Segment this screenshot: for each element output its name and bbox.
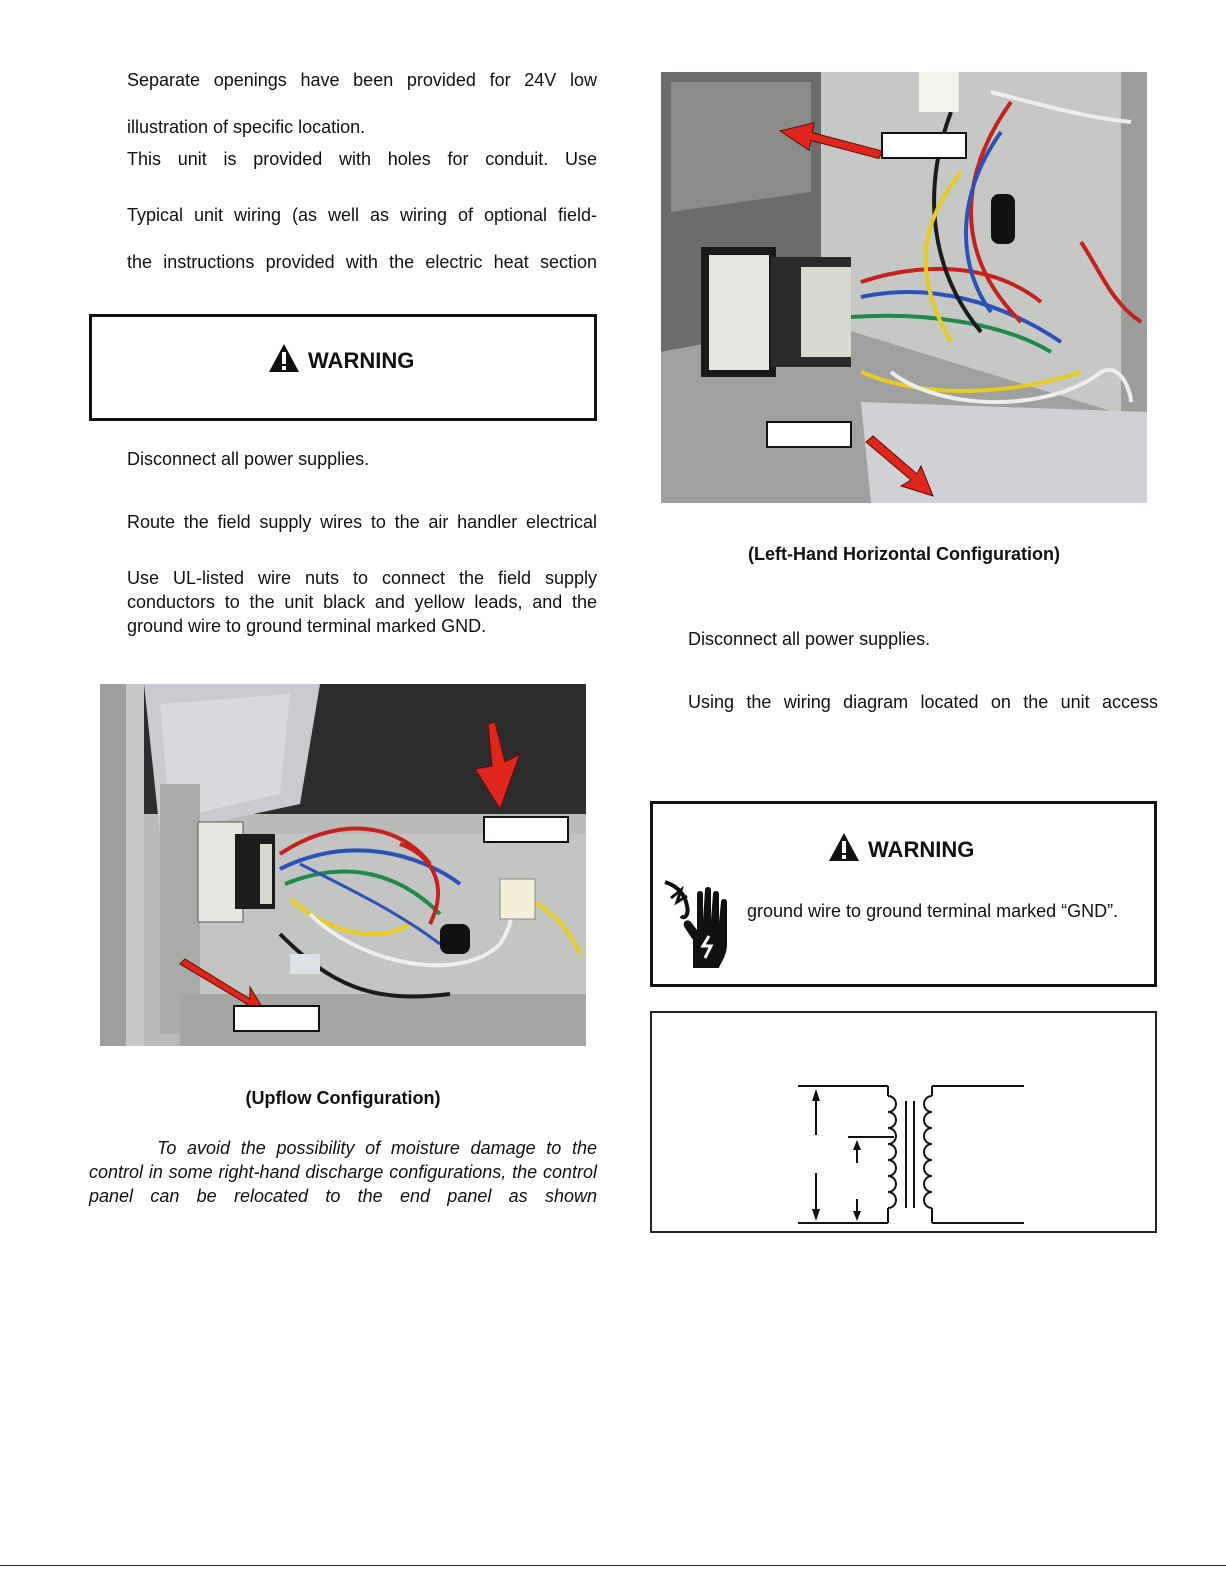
photo-label-box-top: [483, 816, 569, 843]
step-wiring-diagram: Using the wiring diagram located on the unit access: [688, 692, 1158, 712]
warning-title-2: WARNING: [828, 832, 974, 868]
photo-label-box-bottom: [233, 1005, 320, 1032]
warning-box-2: [650, 801, 1157, 987]
paragraph-electric-heat: the instructions provided with the electric heat section: [127, 252, 597, 272]
warning-title-1: WARNING: [268, 343, 414, 379]
step-disconnect-power-left: Disconnect all power supplies.: [127, 449, 370, 469]
warning-2-text: ground wire to ground terminal marked “GND”.: [747, 901, 1119, 921]
caption-upflow: (Upflow Configuration): [245, 1088, 441, 1108]
transformer-schematic: [652, 1013, 1155, 1231]
note-moisture-damage: To avoid the possibility of moisture damage to the control in some right-hand discharge configurations, the control panel can be relocated to the end panel as shown: [89, 1138, 597, 1206]
step-route-supply-wires: Route the field supply wires to the air handler electrical: [127, 512, 597, 532]
paragraph-low-voltage-line1: Separate openings have been provided for 24V low: [127, 70, 597, 90]
photo-upflow-configuration: [100, 684, 586, 1046]
photo-label-box-bottom-right: [766, 421, 852, 448]
step-wire-nuts: Use UL-listed wire nuts to connect the field supply conductors to the unit black and yellow leads, and the ground wire to ground terminal marked GND.: [127, 568, 597, 636]
paragraph-typical-wiring: Typical unit wiring (as well as wiring of optional field-: [127, 205, 597, 225]
warning-box-1: [89, 314, 597, 421]
photo-left-hand-horizontal: [661, 72, 1147, 503]
electric-shock-hand-icon: [663, 880, 733, 979]
step-disconnect-power-right: Disconnect all power supplies.: [688, 629, 931, 649]
warning-triangle-icon: [268, 343, 300, 379]
warning-triangle-icon: [828, 832, 860, 868]
paragraph-conduit: This unit is provided with holes for conduit. Use: [127, 149, 597, 169]
caption-left-hand-horizontal: (Left-Hand Horizontal Configuration): [748, 544, 1060, 564]
photo-label-box-top-right: [881, 132, 967, 159]
paragraph-low-voltage-line2: illustration of specific location.: [127, 117, 366, 137]
transformer-diagram-box: [650, 1011, 1157, 1233]
page-bottom-rule: [0, 1565, 1226, 1566]
